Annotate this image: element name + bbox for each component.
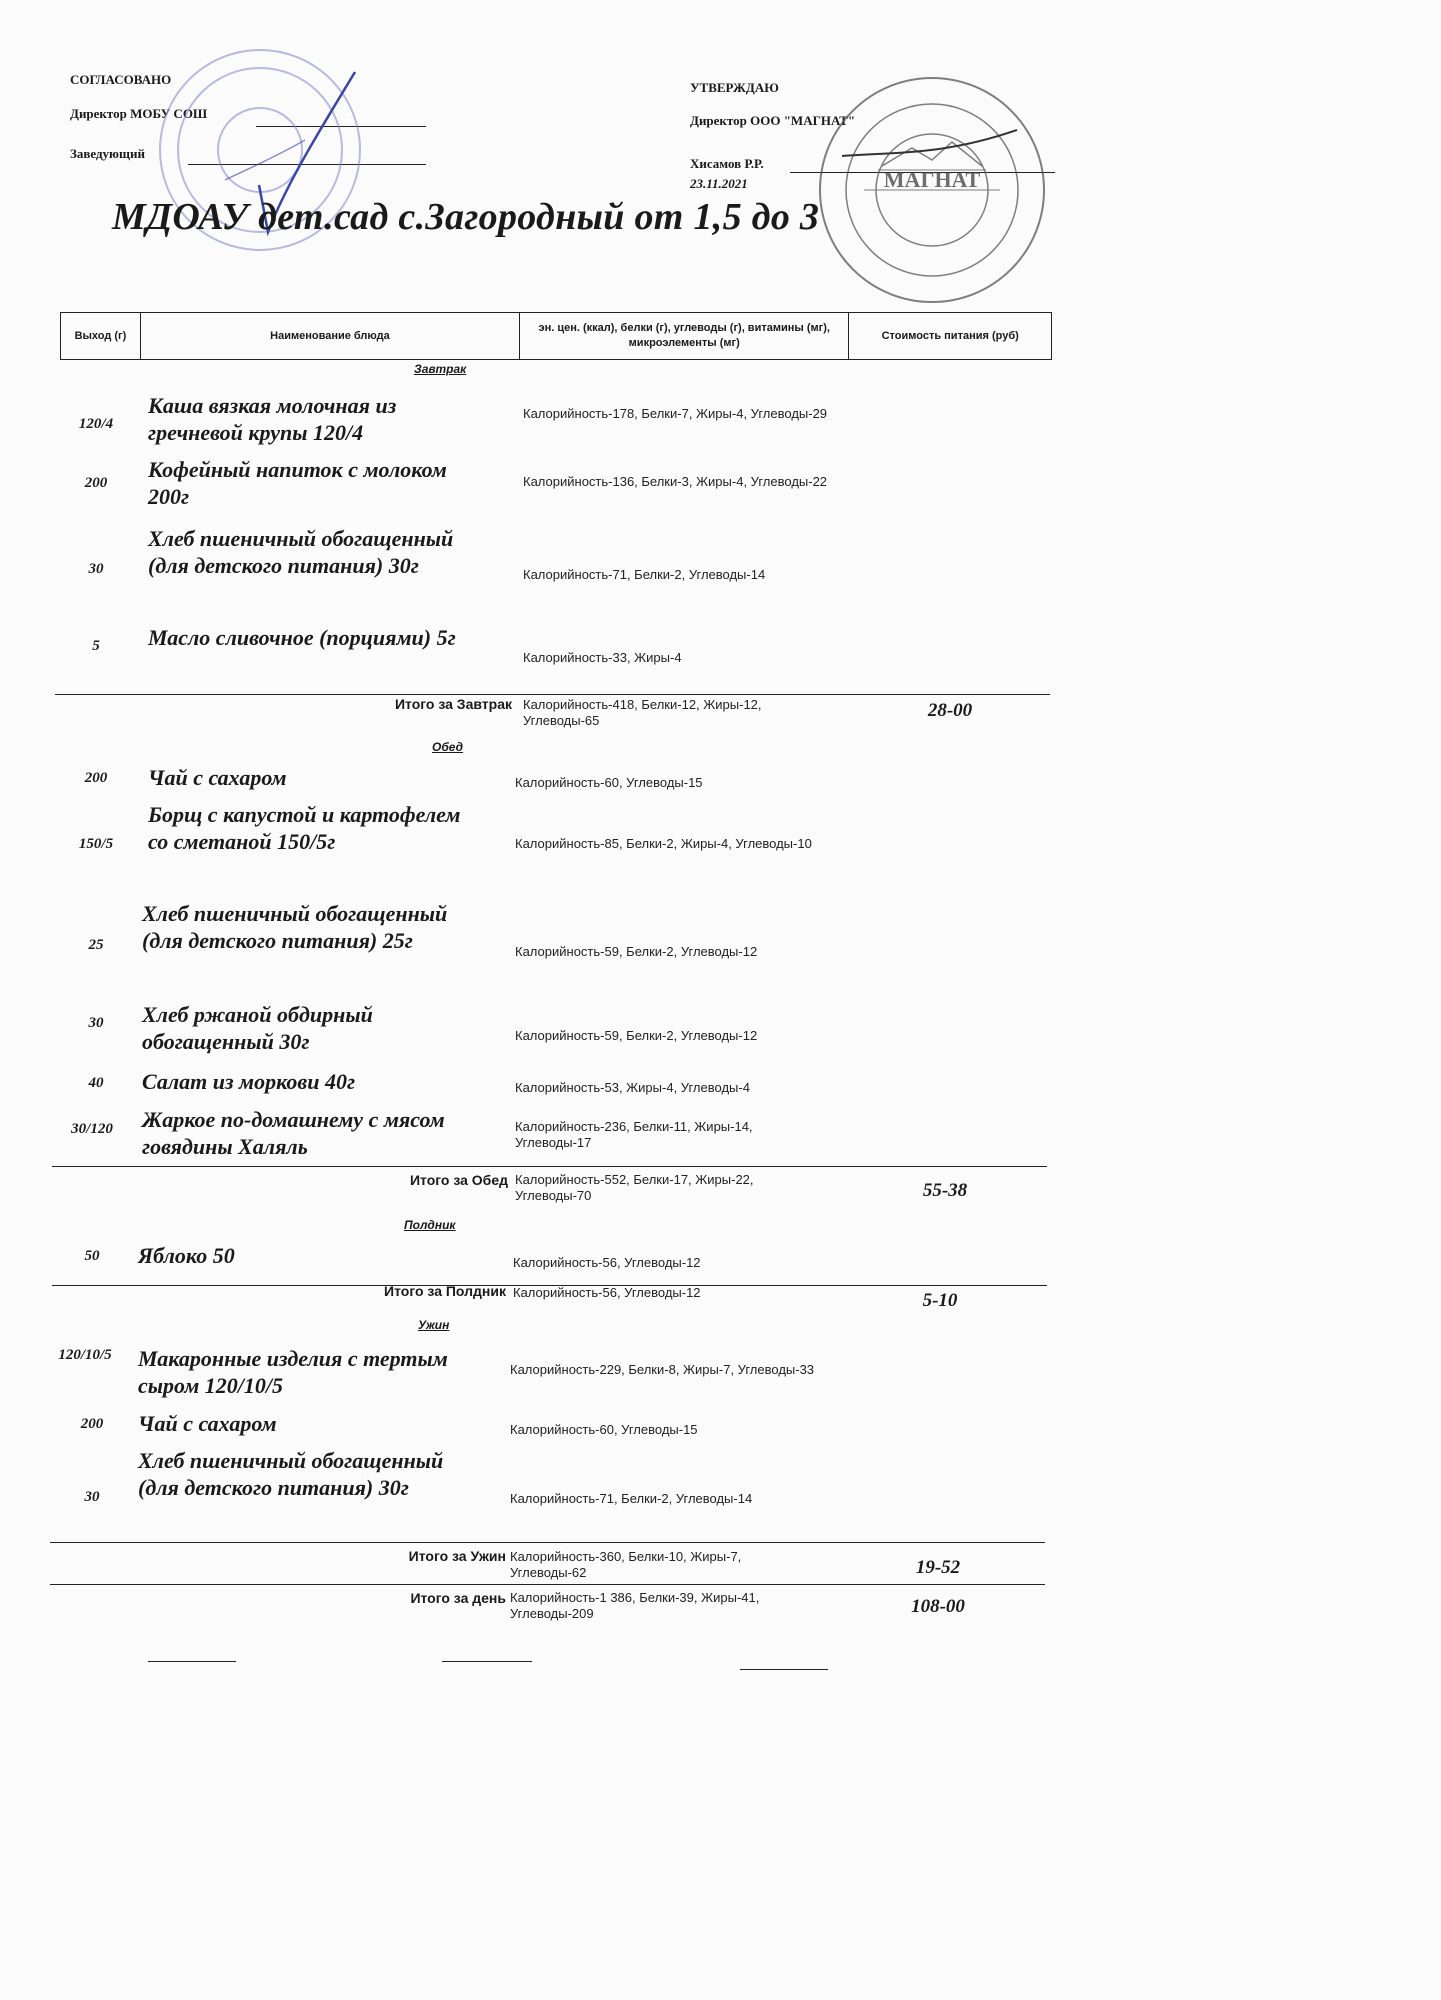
dish-name: Жаркое по-домашнему с мясом говядины Халяль bbox=[142, 1107, 445, 1159]
director-name: Хисамов Р.Р. bbox=[690, 156, 764, 171]
menu-table-header bbox=[60, 312, 1052, 360]
total-label-day: Итого за день bbox=[410, 1590, 506, 1606]
dish-name: Каша вязкая молочная из гречневой крупы 120/4 bbox=[148, 393, 397, 445]
cost-dinner: 19-52 bbox=[915, 1557, 961, 1578]
nutrition-cell: Калорийность-53, Жиры-4, Углеводы-4 bbox=[515, 1080, 750, 1095]
signature-line bbox=[442, 1661, 532, 1662]
yield-cell: 30 bbox=[88, 1015, 104, 1031]
total-line-breakfast bbox=[55, 694, 1050, 695]
yield-cell: 5 bbox=[92, 638, 100, 654]
col-nutrition-header: эн. цен. (ккал), белки (г), углеводы (г), витамины (мг), микроэлементы (мг) bbox=[520, 313, 849, 359]
total-line-dinner bbox=[50, 1542, 1045, 1543]
nutrition-cell: Калорийность-236, Белки-11, Жиры-14, Углеводы-17 bbox=[515, 1119, 753, 1150]
nutrition-cell: Калорийность-178, Белки-7, Жиры-4, Углеводы-29 bbox=[523, 406, 828, 421]
yield-cell: 25 bbox=[88, 937, 104, 953]
head-label: Заведующий bbox=[70, 146, 145, 161]
yield-cell: 200 bbox=[84, 475, 108, 491]
company-director-label: Директор ООО "МАГНАТ" bbox=[690, 113, 856, 128]
yield-cell: 150/5 bbox=[78, 836, 114, 852]
cost-lunch: 55-38 bbox=[922, 1180, 968, 1201]
total-label-lunch: Итого за Обед bbox=[409, 1172, 508, 1188]
nutrition-cell: Калорийность-56, Углеводы-12 bbox=[513, 1255, 701, 1270]
yield-cell: 120/10/5 bbox=[58, 1347, 112, 1363]
dish-name: Макаронные изделия с тертым сыром 120/10/5 bbox=[138, 1346, 448, 1398]
nutrition-cell: Калорийность-59, Белки-2, Углеводы-12 bbox=[515, 1028, 758, 1043]
nutrition-cell: Калорийность-229, Белки-8, Жиры-7, Углеводы-33 bbox=[510, 1362, 815, 1377]
company-stamp-text: МАГНАТ bbox=[883, 167, 981, 192]
dish-name: Чай с сахаром bbox=[138, 1411, 277, 1436]
nutrition-cell: Калорийность-33, Жиры-4 bbox=[523, 650, 682, 665]
yield-cell: 120/4 bbox=[78, 416, 114, 432]
approval-date: 23.11.2021 bbox=[690, 176, 748, 191]
dish-name: Хлеб пшеничный обогащенный (для детского питания) 30г bbox=[148, 526, 454, 578]
total-label-snack: Итого за Полдник bbox=[384, 1283, 506, 1299]
nutrition-cell: Калорийность-60, Углеводы-15 bbox=[515, 775, 703, 790]
dish-name: Салат из моркови 40г bbox=[142, 1069, 356, 1094]
nutrition-cell: Калорийность-85, Белки-2, Жиры-4, Углеводы-10 bbox=[515, 836, 812, 851]
nutrition-cell: Калорийность-71, Белки-2, Углеводы-14 bbox=[523, 567, 766, 582]
agreed-label: СОГЛАСОВАНО bbox=[70, 72, 172, 87]
dish-name: Борщ с капустой и картофелем со сметаной 150/5г bbox=[148, 802, 461, 854]
total-label-dinner: Итого за Ужин bbox=[408, 1548, 506, 1564]
dish-name: Хлеб пшеничный обогащенный (для детского питания) 25г bbox=[142, 901, 448, 953]
dish-name: Масло сливочное (порциями) 5г bbox=[148, 625, 456, 650]
dish-name: Чай с сахаром bbox=[148, 765, 287, 790]
total-nutrition-dinner: Калорийность-360, Белки-10, Жиры-7, Углеводы-62 bbox=[510, 1549, 742, 1580]
total-label-breakfast: Итого за Завтрак bbox=[394, 696, 512, 712]
school-director-label: Директор МОБУ СОШ bbox=[70, 106, 208, 121]
section-title-snack: Полдник bbox=[404, 1218, 456, 1232]
dish-name: Хлеб ржаной обдирный обогащенный 30г bbox=[142, 1002, 373, 1054]
col-name-header: Наименование блюда bbox=[141, 313, 520, 359]
section-title-lunch: Обед bbox=[432, 740, 464, 754]
nutrition-cell: Калорийность-71, Белки-2, Углеводы-14 bbox=[510, 1491, 753, 1506]
cost-snack: 5-10 bbox=[922, 1290, 958, 1311]
section-title-breakfast: Завтрак bbox=[414, 362, 467, 376]
total-nutrition-breakfast: Калорийность-418, Белки-12, Жиры-12, Углеводы-65 bbox=[523, 697, 762, 728]
dish-name: Кофейный напиток с молоком 200г bbox=[148, 457, 447, 509]
dish-name: Хлеб пшеничный обогащенный (для детского питания) 30г bbox=[138, 1448, 444, 1500]
yield-cell: 30/120 bbox=[71, 1121, 113, 1137]
total-line-lunch bbox=[52, 1166, 1047, 1167]
col-cost-header: Стоимость питания (руб) bbox=[881, 329, 1019, 342]
section-title-dinner: Ужин bbox=[418, 1318, 450, 1332]
company-stamp bbox=[812, 70, 1052, 310]
total-line-day bbox=[50, 1584, 1045, 1585]
col-yield-header: Выход (г) bbox=[61, 313, 141, 359]
total-nutrition-snack: Калорийность-56, Углеводы-12 bbox=[513, 1285, 701, 1300]
signature-line bbox=[148, 1661, 236, 1662]
yield-cell: 50 bbox=[84, 1248, 100, 1264]
yield-cell: 30 bbox=[88, 561, 104, 577]
yield-cell: 30 bbox=[84, 1489, 100, 1505]
nutrition-cell: Калорийность-60, Углеводы-15 bbox=[510, 1422, 698, 1437]
cost-day: 108-00 bbox=[911, 1596, 965, 1617]
yield-cell: 200 bbox=[80, 1416, 104, 1432]
approve-label: УТВЕРЖДАЮ bbox=[690, 80, 779, 95]
page-title: МДОАУ дет.сад с.Загородный от 1,5 до 3 bbox=[112, 196, 820, 238]
school-stamp bbox=[155, 20, 365, 280]
cost-breakfast: 28-00 bbox=[927, 700, 973, 721]
yield-cell: 40 bbox=[88, 1075, 104, 1091]
total-nutrition-lunch: Калорийность-552, Белки-17, Жиры-22, Углеводы-70 bbox=[515, 1172, 754, 1203]
total-nutrition-day: Калорийность-1 386, Белки-39, Жиры-41, Углеводы-209 bbox=[510, 1590, 760, 1621]
nutrition-cell: Калорийность-59, Белки-2, Углеводы-12 bbox=[515, 944, 758, 959]
nutrition-cell: Калорийность-136, Белки-3, Жиры-4, Углеводы-22 bbox=[523, 474, 828, 489]
yield-cell: 200 bbox=[84, 770, 108, 786]
signature-line bbox=[740, 1669, 828, 1670]
dish-name: Яблоко 50 bbox=[138, 1243, 235, 1268]
